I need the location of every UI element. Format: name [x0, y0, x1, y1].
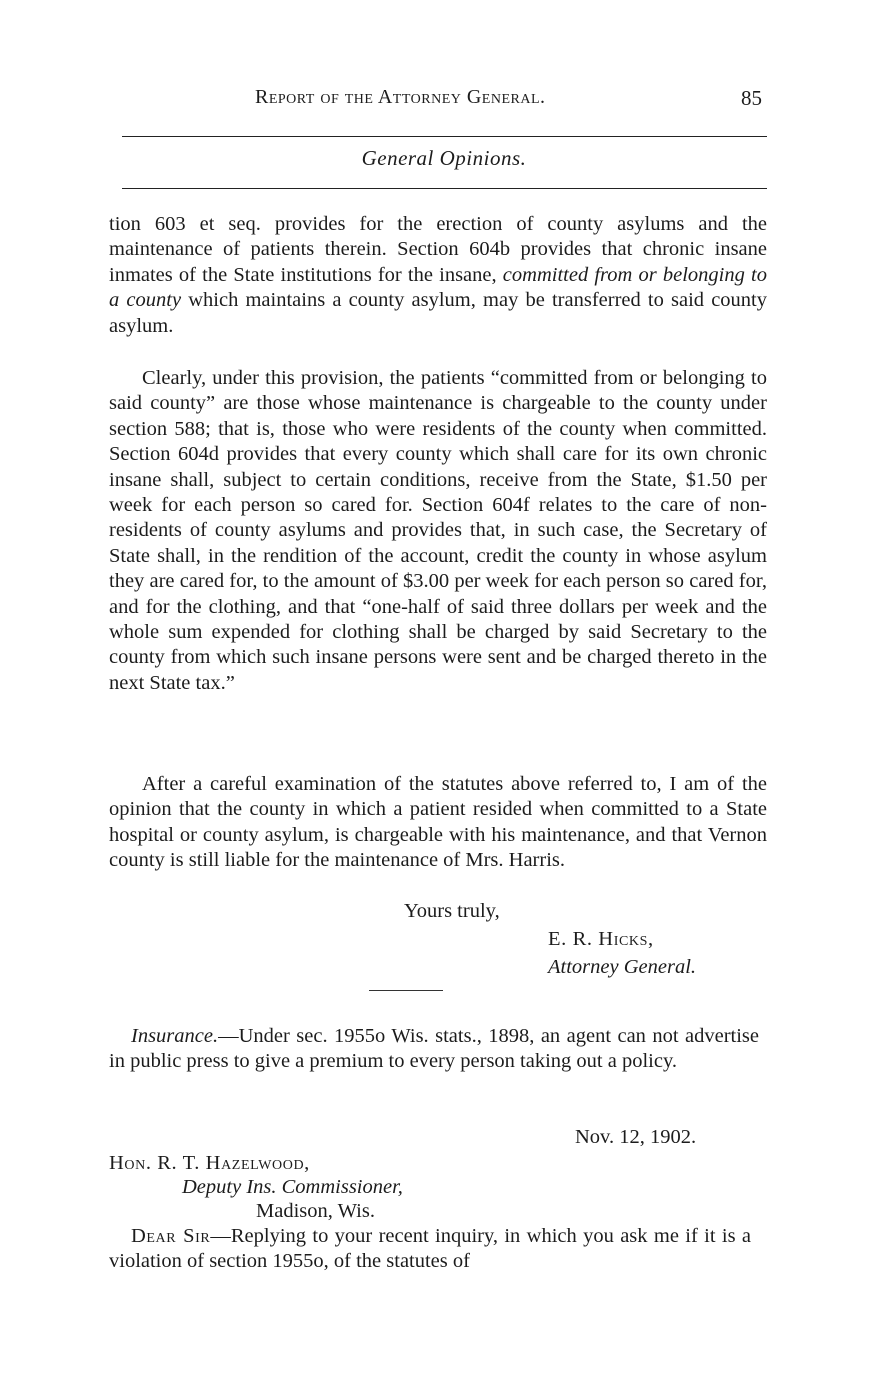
letter-opening: [109, 1224, 751, 1275]
salutation: Dear Sir: [131, 1225, 211, 1247]
letter-text: —Replying to your recent inquiry, in which you ask me if it is a violation of section 1955o, of the statutes of: [109, 1225, 751, 1273]
section-separator: [369, 990, 443, 991]
opinion-paragraph-1: [109, 212, 767, 339]
opinion-paragraph-2: [109, 366, 767, 696]
header-rule-bottom: [122, 188, 767, 189]
section-title: General Opinions.: [361, 146, 527, 170]
headnote-text: —Under sec. 1955o Wis. stats., 1898, an agent can not advertise in public press to give a premium to every person taking out a policy.: [109, 1025, 759, 1073]
paragraph-2-text: Clearly, under this provision, the patients “committed from or belonging to said county” are those whose maintenance is chargeable to the county under section 588; that is, those who were residents of the county when committed. Section 604d provides that every county which shall care for its own chronic insane shall, subject to certain conditions, receive from the State, $1.50 per week for each person so cared for. Section 604f relates to the care of non-residents of county asylums and provides that, in such case, the Secretary of State shall, in the rendition of the account, credit the county in whose asylum they are cared for, to the amount of $3.00 per week for each person so cared for, and for the clothing, and that “one-half of said three dollars per week and the whole sum expended for clothing shall be charged by said Secretary to the county from which such insane persons were sent and be charged thereto in the next State tax.”: [109, 367, 767, 694]
page-number: 85: [741, 86, 762, 110]
addressee-title: Deputy Ins. Commissioner,: [182, 1176, 403, 1198]
header-rule-top: [122, 136, 767, 137]
paragraph-1-italic-phrase: committed from or belonging to a county: [109, 263, 767, 312]
addressee-name: Hon. R. T. Hazelwood,: [109, 1152, 310, 1174]
opinion-paragraph-3: [109, 772, 767, 874]
paragraph-3-text: After a careful examination of the statutes above referred to, I am of the opinion that the county in which a patient resided when committed to a State hospital or county asylum, is chargeable with his maintenance, and that Vernon county is still liable for the maintenance of Mrs. Harris.: [109, 773, 767, 872]
signer-name: E. R. Hicks,: [548, 928, 654, 950]
letter-date: Nov. 12, 1902.: [575, 1126, 697, 1148]
signer-title: Attorney General.: [548, 956, 697, 978]
addressee-place: Madison, Wis.: [256, 1200, 375, 1222]
closing-line: Yours truly,: [404, 900, 500, 922]
headnote: [109, 1024, 759, 1075]
headnote-lead: Insurance.: [131, 1025, 219, 1047]
running-title: Report of the Attorney General.: [255, 86, 546, 108]
paragraph-1-text-a: tion 603 et seq. provides for the erection of county asylums and the maintenance of patients therein. Section 604b provides that chronic insane inmates of the State institutions for the insane,: [109, 213, 767, 286]
paragraph-1-text-c: which maintains a county asylum, may be transferred to said county asylum.: [109, 289, 767, 337]
